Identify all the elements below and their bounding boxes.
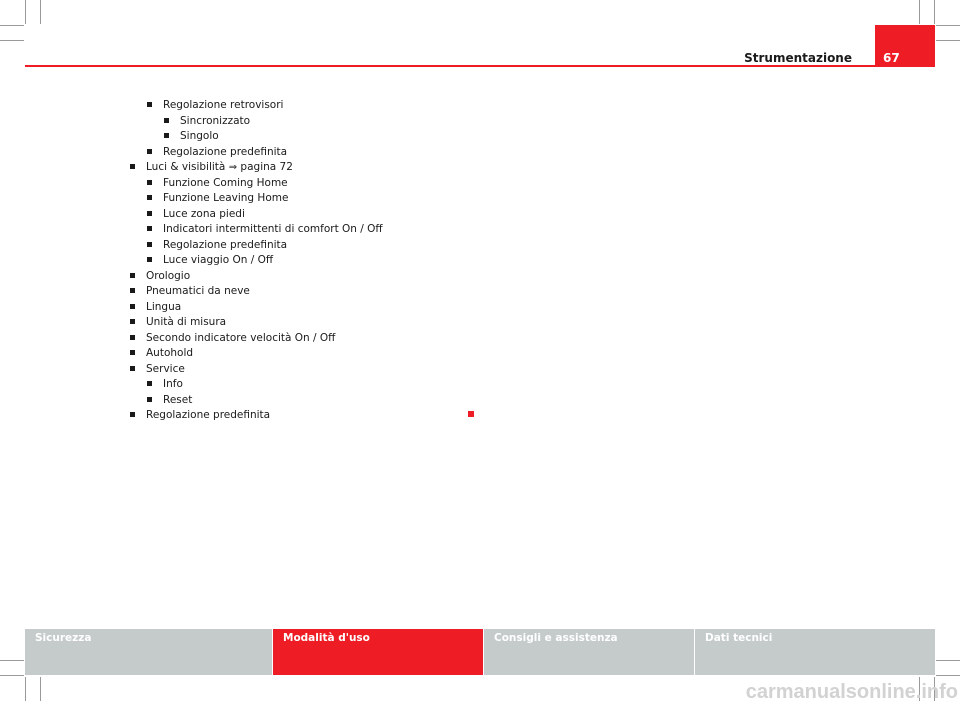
watermark-text: carmanualsonline.info — [745, 681, 958, 703]
bullet-icon — [130, 304, 135, 309]
bullet-icon — [130, 350, 135, 355]
list-item: Service — [130, 362, 185, 377]
list-item: Sincronizzato — [164, 114, 250, 129]
bullet-icon — [130, 335, 135, 340]
bullet-icon — [147, 102, 152, 107]
bullet-icon — [147, 195, 152, 200]
list-item: Singolo — [164, 129, 219, 144]
list-item: Luci & visibilità ⇒ pagina 72 — [130, 160, 293, 175]
list-item: Lingua — [130, 300, 181, 315]
bullet-icon — [164, 133, 169, 138]
page-reference[interactable]: pagina 72 — [237, 161, 293, 173]
footer-tab-dati-tecnici[interactable]: Dati tecnici — [695, 629, 935, 675]
bullet-icon — [164, 118, 169, 123]
footer-tab-sicurezza[interactable]: Sicurezza — [25, 629, 272, 675]
bullet-icon — [147, 242, 152, 247]
list-item: Luce zona piedi — [147, 207, 245, 222]
list-item: Regolazione predefinita — [147, 238, 287, 253]
bullet-icon — [130, 366, 135, 371]
bullet-icon — [147, 397, 152, 402]
bullet-icon — [147, 211, 152, 216]
list-item: Regolazione retrovisori — [147, 98, 283, 113]
list-item: Luce viaggio On / Off — [147, 253, 273, 268]
bullet-icon — [147, 149, 152, 154]
list-item: Autohold — [130, 346, 193, 361]
bullet-icon — [147, 257, 152, 262]
list-item: Pneumatici da neve — [130, 284, 250, 299]
section-title: Strumentazione — [744, 51, 852, 65]
list-item: Secondo indicatore velocità On / Off — [130, 331, 335, 346]
list-item: Info — [147, 377, 183, 392]
footer-tab-modalita-uso[interactable]: Modalità d'uso — [273, 629, 483, 675]
bullet-icon — [130, 288, 135, 293]
list-item: Reset — [147, 393, 192, 408]
footer-tab-consigli-assistenza[interactable]: Consigli e assistenza — [484, 629, 694, 675]
bullet-icon — [147, 226, 152, 231]
bullet-icon — [147, 180, 152, 185]
list-item: Regolazione predefinita — [147, 145, 287, 160]
bullet-icon — [147, 381, 152, 386]
bullet-icon — [130, 319, 135, 324]
list-item: Regolazione predefinita — [130, 408, 270, 423]
page-number: 67 — [883, 51, 900, 65]
bullet-icon — [130, 273, 135, 278]
end-of-section-icon — [468, 411, 474, 417]
list-item: Funzione Coming Home — [147, 176, 288, 191]
list-item: Unità di misura — [130, 315, 226, 330]
bullet-icon — [130, 164, 135, 169]
footer-nav — [0, 629, 960, 675]
page-reference-arrow-icon: ⇒ — [228, 162, 238, 173]
list-item: Funzione Leaving Home — [147, 191, 288, 206]
list-item: Indicatori intermittenti di comfort On / Off — [147, 222, 383, 237]
list-item: Orologio — [130, 269, 190, 284]
bullet-icon — [130, 412, 135, 417]
watermark — [700, 676, 960, 706]
